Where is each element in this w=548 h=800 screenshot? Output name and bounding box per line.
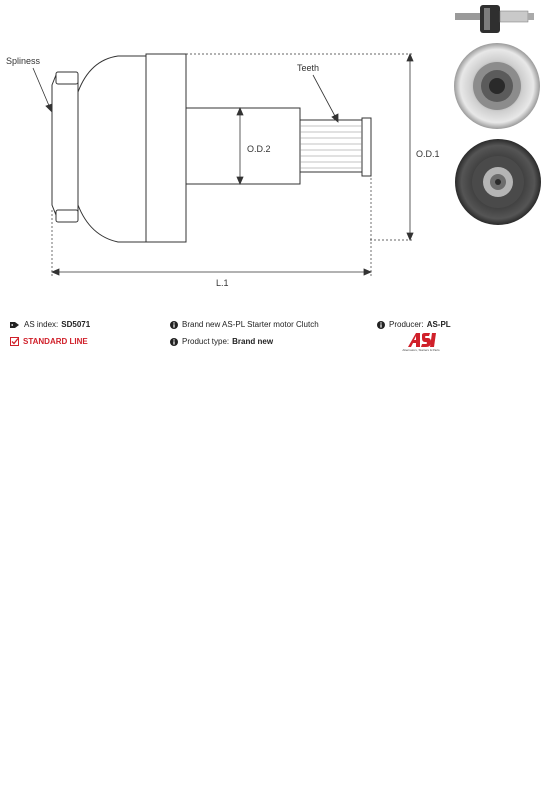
- label-od1: O.D.1: [416, 149, 440, 159]
- clutch-front-photo: [455, 139, 541, 225]
- label-l1: L.1: [216, 278, 229, 288]
- info-icon: [170, 321, 178, 329]
- standard-line-label: STANDARD LINE: [23, 337, 88, 346]
- label-od2: O.D.2: [247, 144, 271, 154]
- label-teeth: Teeth: [297, 63, 320, 73]
- standard-line-row: [10, 337, 88, 346]
- rear-collar: [52, 75, 78, 215]
- spline-ring-top: [56, 72, 78, 84]
- clutch-rear-photo: [454, 43, 540, 129]
- technical-drawing: [0, 0, 548, 300]
- clutch-side-photo: [455, 5, 534, 33]
- producer-value: AS-PL: [426, 320, 451, 329]
- description-row: [170, 320, 319, 329]
- producer-row: [377, 320, 451, 329]
- as-index-label: AS index:: [24, 320, 59, 329]
- product-type-value: Brand new: [232, 337, 274, 346]
- as-index-row: [10, 320, 90, 329]
- pinion: [300, 120, 362, 172]
- as-logo-mark: [398, 331, 444, 349]
- as-pl-logo: [398, 331, 444, 357]
- info-icon: [377, 321, 385, 329]
- tag-icon: [10, 321, 20, 329]
- checkbox-icon: [10, 337, 19, 346]
- producer-label: Producer:: [389, 320, 424, 329]
- label-spliness: Spliness: [6, 56, 41, 66]
- spline-ring-bottom: [56, 210, 78, 222]
- as-index-value: SD5071: [61, 320, 91, 329]
- product-type-label: Product type:: [182, 337, 230, 346]
- main-housing: [146, 54, 186, 242]
- info-icon: [170, 338, 178, 346]
- housing-taper: [78, 56, 146, 242]
- shaft: [186, 108, 300, 184]
- description-text: Brand new AS-PL Starter motor Clutch: [182, 320, 319, 329]
- clutch-outline: [52, 54, 371, 242]
- logo-tagline: Alternators, Starters & Parts: [402, 348, 440, 352]
- product-type-row: [170, 337, 273, 346]
- pinion-tip: [362, 118, 371, 176]
